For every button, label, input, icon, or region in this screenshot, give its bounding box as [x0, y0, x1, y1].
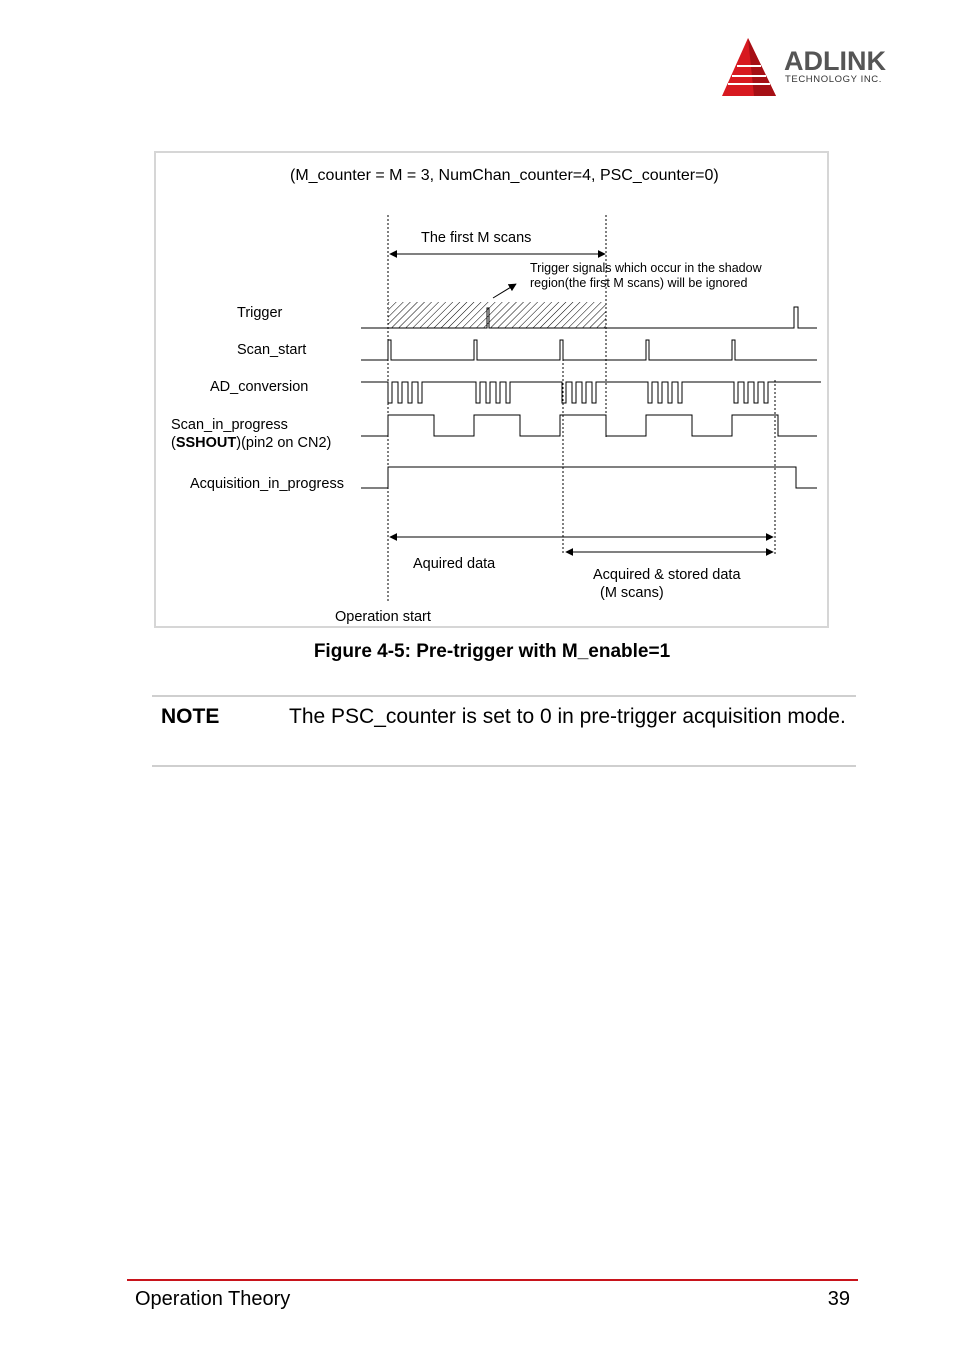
shadow-region — [388, 302, 606, 328]
aquired-data-label: Aquired data — [413, 556, 496, 572]
acquired-stored-line2: (M scans) — [600, 585, 664, 601]
footer-section-title: Operation Theory — [135, 1288, 291, 1310]
adlink-triangle-icon — [722, 38, 776, 96]
note-box — [152, 695, 856, 767]
first-m-scans-label: The first M scans — [421, 230, 532, 246]
signal-label-ad-conversion: AD_conversion — [210, 379, 309, 395]
operation-start-label: Operation start — [335, 609, 431, 625]
timing-diagram — [156, 153, 831, 630]
signal-label-trigger: Trigger — [237, 305, 283, 321]
timing-diagram-frame — [154, 151, 829, 628]
scan-in-progress-waveform — [361, 415, 817, 436]
signal-label-acquisition: Acquisition_in_progress — [190, 476, 344, 492]
footer-rule — [127, 1279, 858, 1281]
shadow-pointer-arrow — [493, 284, 516, 298]
footer-page-number: 39 — [827, 1288, 850, 1310]
acquired-stored-line1: Acquired & stored data — [593, 567, 741, 583]
note-label: NOTE — [161, 705, 220, 728]
acquisition-in-progress-waveform — [361, 467, 817, 488]
scan-start-waveform — [361, 340, 817, 360]
brand-subtitle: TECHNOLOGY INC. — [785, 74, 882, 85]
ad-conversion-waveform — [361, 382, 821, 403]
note-text: The PSC_counter is set to 0 in pre-trigger acquisition mode. — [289, 705, 846, 728]
signal-label-scan-in-progress: Scan_in_progress — [171, 417, 288, 433]
signal-label-scan-start: Scan_start — [237, 342, 307, 358]
adlink-logo — [718, 36, 914, 100]
figure-caption: Figure 4-5: Pre-trigger with M_enable=1 — [313, 641, 671, 662]
diagram-params: (M_counter = M = 3, NumChan_counter=4, PSC_counter=0) — [290, 167, 719, 184]
brand-name: ADLINK — [784, 46, 886, 76]
shadow-note-line1: Trigger signals which occur in the shadow — [530, 261, 762, 275]
shadow-note-line2: region(the first M scans) will be ignored — [530, 276, 748, 290]
signal-label-sshout: (SSHOUT)(pin2 on CN2) — [171, 435, 332, 451]
